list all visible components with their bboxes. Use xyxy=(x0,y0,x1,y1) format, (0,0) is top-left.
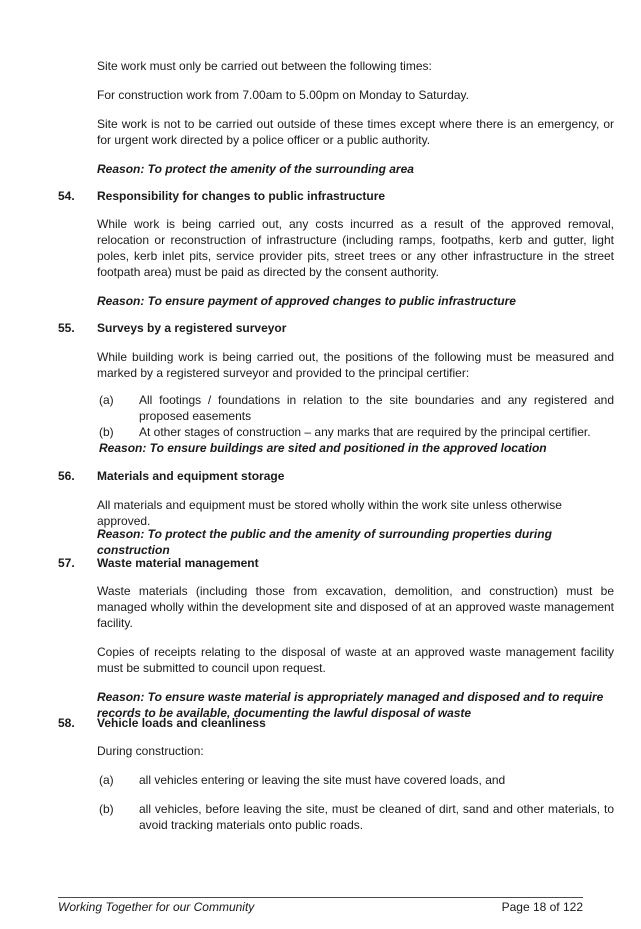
list-item-text: All footings / foundations in relation to the site boundaries and any registered and proposed easements xyxy=(139,393,614,423)
section-57-heading xyxy=(58,555,614,571)
section-58-number: 58. xyxy=(58,716,75,730)
section-55-heading xyxy=(58,320,614,336)
page-number: Page 18 of 122 xyxy=(501,900,583,914)
section-54-heading xyxy=(58,188,614,204)
section-58-paragraph-1: During construction: xyxy=(97,744,204,758)
section-54-body xyxy=(97,216,614,309)
section-55-list xyxy=(97,392,614,440)
section-56-paragraph-1: All materials and equipment must be stored wholly within the work site unless otherwise approved. xyxy=(97,498,562,528)
section-57-title: Waste material management xyxy=(97,556,259,570)
section-56-reason: Reason: To protect the public and the amenity of surrounding properties during construction xyxy=(97,527,552,557)
list-item xyxy=(97,772,614,788)
section-58-item-b xyxy=(97,801,614,833)
list-item xyxy=(97,392,614,424)
list-item xyxy=(97,801,614,833)
section-58-body xyxy=(97,743,614,772)
intro-paragraph-3: Site work is not to be carried out outside of these times except where there is an emergency, or for urgent work directed by a police officer or a public authority. xyxy=(97,117,614,147)
section-55-number: 55. xyxy=(58,321,75,335)
footer-slogan: Working Together for our Community xyxy=(58,900,255,914)
section-55-reason: Reason: To ensure buildings are sited and positioned in the approved location xyxy=(99,441,547,455)
section-54-number: 54. xyxy=(58,189,75,203)
section-58-title: Vehicle loads and cleanliness xyxy=(97,716,266,730)
section-56-title: Materials and equipment storage xyxy=(97,469,285,483)
intro-paragraph-2: For construction work from 7.00am to 5.00pm on Monday to Saturday. xyxy=(97,88,469,102)
section-58-heading xyxy=(58,715,614,731)
list-item-label: (a) xyxy=(99,773,114,787)
section-56-number: 56. xyxy=(58,469,75,483)
list-item-text: all vehicles, before leaving the site, must be cleaned of dirt, sand and other materials, to avoid tracking materials onto public roads. xyxy=(139,802,614,832)
section-54-reason: Reason: To ensure payment of approved changes to public infrastructure xyxy=(97,294,516,308)
section-57-number: 57. xyxy=(58,556,75,570)
section-55-body xyxy=(97,349,614,394)
section-57-paragraph-1: Waste materials (including those from excavation, demolition, and construction) must be managed wholly within the development site and disposed of at an approved waste management facility. xyxy=(97,584,614,630)
section-56-reason-block xyxy=(97,526,614,558)
intro-block xyxy=(97,58,614,177)
list-item-label: (a) xyxy=(99,393,114,407)
section-55-title: Surveys by a registered surveyor xyxy=(97,321,287,335)
section-58-item-a xyxy=(97,772,614,788)
intro-reason: Reason: To protect the amenity of the surrounding area xyxy=(97,162,414,176)
section-55-reason-block xyxy=(99,440,616,456)
list-item-label: (b) xyxy=(99,802,114,816)
section-54-title: Responsibility for changes to public infrastructure xyxy=(97,189,386,203)
footer-divider xyxy=(58,897,583,898)
list-item-text: At other stages of construction – any marks that are required by the principal certifier. xyxy=(139,425,591,439)
section-57-body xyxy=(97,583,614,721)
intro-paragraph-1: Site work must only be carried out between the following times: xyxy=(97,59,432,73)
list-item xyxy=(97,424,614,440)
section-56-heading xyxy=(58,468,614,484)
section-57-reason: Reason: To ensure waste material is appropriately managed and disposed and to require records to be available, documenting the lawful disposal of waste xyxy=(97,690,604,720)
section-54-paragraph-1: While work is being carried out, any costs incurred as a result of the approved removal, relocation or reconstruction of infrastructure (including ramps, footpaths, kerb and gutter, light poles, kerb inlet pits, service provider pits, street trees or any other infrastructure in the street footpath area) must be paid as directed by the consent authority. xyxy=(97,217,614,279)
section-57-paragraph-2: Copies of receipts relating to the disposal of waste at an approved waste management facility must be submitted to council upon request. xyxy=(97,645,614,675)
list-item-text: all vehicles entering or leaving the site must have covered loads, and xyxy=(139,773,506,787)
section-55-paragraph-1: While building work is being carried out, the positions of the following must be measured and marked by a registered surveyor and provided to the principal certifier: xyxy=(97,350,614,380)
list-item-label: (b) xyxy=(99,425,114,439)
